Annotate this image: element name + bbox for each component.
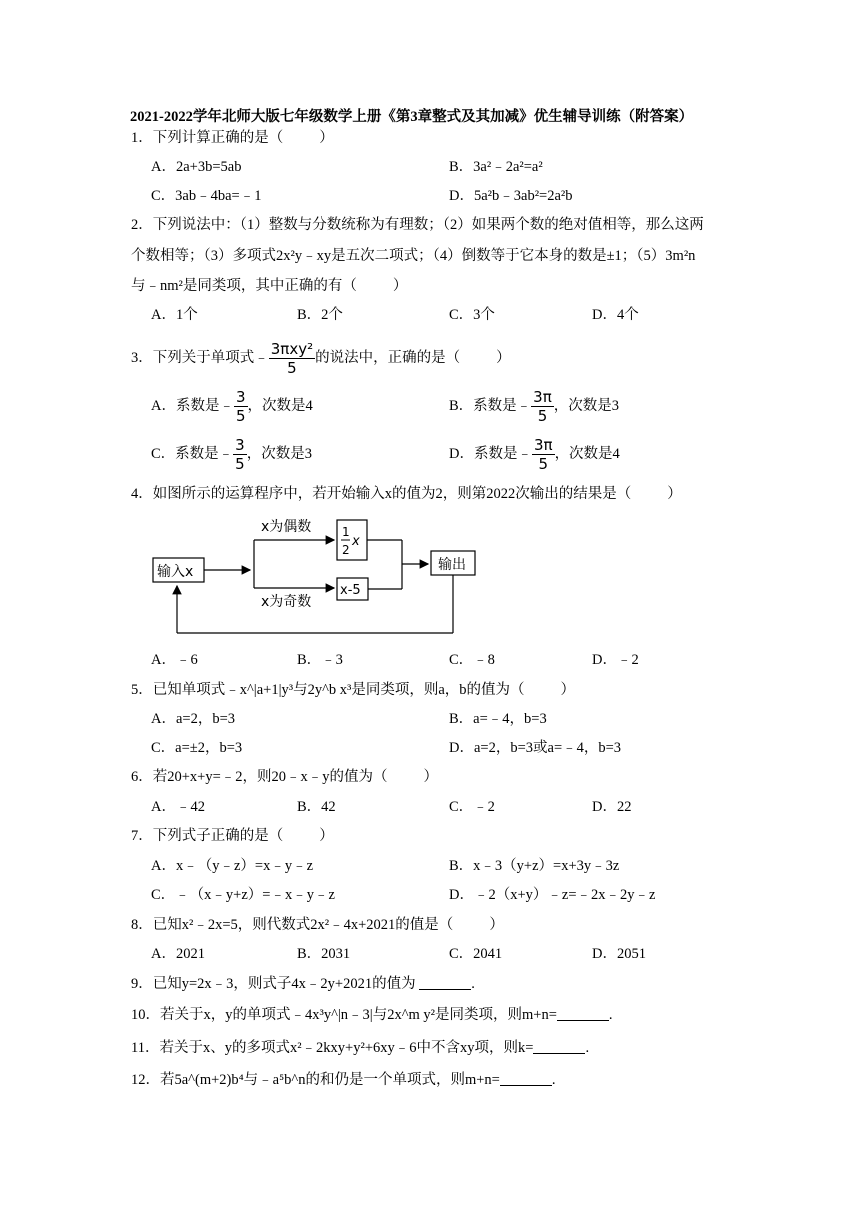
document-title: 2021-2022学年北师大版七年级数学上册《第3章整式及其加减》优生辅导训练（附答案） <box>130 109 694 125</box>
question-4-text: 4．如图所示的运算程序中，若开始输入x的值为2，则第2022次输出的结果是（ <box>131 486 632 502</box>
question-6-option-b: B．42 <box>297 799 336 815</box>
question-10-text: 10．若关于x，y的单项式﹣4x³y^|n﹣3|与2x^m y²是同类项，则m+n= <box>131 1007 557 1023</box>
output-label: 输出 <box>438 557 466 573</box>
even-label: x为偶数 <box>261 519 312 535</box>
question-8-option-c: C．2041 <box>449 946 503 962</box>
question-5-option-b: B．a=﹣4，b=3 <box>449 711 547 727</box>
question-5-option-d: D．a=2，b=3或a=﹣4，b=3 <box>449 740 622 756</box>
option-c-post: ，次数是3 <box>246 446 312 462</box>
question-9 <box>131 974 475 994</box>
question-3-option-c <box>151 434 312 474</box>
fraction-numerator: 3πxy² <box>270 340 314 359</box>
question-7-option-a: A．x﹣（y﹣z）=x﹣y﹣z <box>151 858 314 874</box>
fraction-numerator: 3π <box>533 388 552 407</box>
question-3-text-post: 的说法中，正确的是（ <box>315 350 461 366</box>
question-2-option-a: A．1个 <box>151 307 198 323</box>
option-a-pre: A．系数是﹣ <box>151 398 234 414</box>
question-1-stem <box>131 128 334 148</box>
question-6-close: ） <box>423 769 439 785</box>
question-10 <box>131 1005 613 1025</box>
fraction-denominator: 5 <box>537 407 548 426</box>
question-2-option-d: D．4个 <box>592 307 639 323</box>
option-b-pre: B．系数是﹣ <box>449 398 532 414</box>
question-1-option-a: A．2a+3b=5ab <box>151 159 242 175</box>
question-7-close: ） <box>319 828 334 844</box>
option-d-fraction <box>532 436 555 473</box>
answer-blank <box>419 975 471 990</box>
option-d-pre: D．系数是﹣ <box>449 446 532 462</box>
flowchart-diagram <box>146 512 486 638</box>
question-4-stem <box>131 484 682 504</box>
question-2-text: 与﹣nm²是同类项，其中正确的有（ <box>131 278 357 294</box>
question-1-text: 1．下列计算正确的是（ <box>131 130 284 146</box>
question-2-option-b: B．2个 <box>297 307 343 323</box>
question-7-text: 7．下列式子正确的是（ <box>131 828 284 844</box>
question-3-fraction <box>269 340 315 377</box>
question-11 <box>131 1038 589 1058</box>
question-11-text: 11．若关于x、y的多项式x²﹣2kxy+y²+6xy﹣6中不含xy项，则k= <box>131 1040 534 1056</box>
question-5-option-a: A．a=2，b=3 <box>151 711 236 727</box>
option-a-fraction <box>234 388 248 425</box>
answer-blank <box>500 1071 552 1086</box>
question-12-text: 12．若5a^(m+2)b⁴与﹣a⁵b^n的和仍是一个单项式，则m+n= <box>131 1072 500 1088</box>
question-2-line-3 <box>131 276 407 296</box>
question-9-end: . <box>471 976 475 992</box>
question-6-option-a: A．﹣42 <box>151 799 205 815</box>
option-c-fraction <box>233 436 247 473</box>
question-8-stem <box>131 915 504 935</box>
half-variable: x <box>352 534 360 549</box>
question-11-end: . <box>585 1040 590 1056</box>
question-12-end: . <box>551 1072 556 1088</box>
question-5-text: 5．已知单项式﹣x^|a+1|y³与2y^b x³是同类项，则a，b的值为（ <box>131 682 525 698</box>
fraction-denominator: 5 <box>235 407 246 426</box>
option-b-fraction <box>531 388 554 425</box>
question-6-stem <box>131 767 438 787</box>
question-2-line-1: 2．下列说法中：（1）整数与分数统称为有理数；（2）如果两个数的绝对值相等，那么这两 <box>131 217 704 233</box>
question-5-stem <box>131 680 575 700</box>
question-4-close: ） <box>667 486 682 502</box>
question-2-option-c: C．3个 <box>449 307 495 323</box>
input-label: 输入x <box>157 564 194 580</box>
answer-blank <box>533 1039 585 1054</box>
fraction-denominator: 5 <box>235 455 245 474</box>
question-3-option-b <box>449 386 619 426</box>
question-3-close: ） <box>496 350 511 366</box>
option-d-post: ，次数是4 <box>554 446 620 462</box>
question-8-option-d: D．2051 <box>592 946 646 962</box>
question-5-close: ） <box>560 682 576 698</box>
odd-label: x为奇数 <box>261 594 312 610</box>
question-7-option-d: D．﹣2（x+y）﹣z=﹣2x﹣2y﹣z <box>449 887 656 903</box>
question-8-option-a: A．2021 <box>151 946 205 962</box>
question-3-stem <box>131 336 511 380</box>
question-4-option-c: C．﹣8 <box>449 652 495 668</box>
half-numerator: 1 <box>342 525 350 539</box>
question-5-option-c: C．a=±2，b=3 <box>151 740 243 756</box>
question-9-text: 9．已知y=2x﹣3，则式子4x﹣2y+2021的值为 <box>131 976 416 992</box>
question-7-option-b: B．x﹣3（y+z）=x+3y﹣3z <box>449 858 620 874</box>
question-2-line-2: 个数相等；（3）多项式2x²y﹣xy是五次二项式；（4）倒数等于它本身的数是±1；（5）3m²n <box>131 248 696 264</box>
question-8-close: ） <box>489 917 504 933</box>
option-b-post: ，次数是3 <box>553 398 619 414</box>
minus5-label: x-5 <box>340 583 361 598</box>
fraction-numerator: 3 <box>235 388 246 407</box>
question-3-text-pre: 3．下列关于单项式﹣ <box>131 350 269 366</box>
question-8-text: 8．已知x²﹣2x=5，则代数式2x²﹣4x+2021的值是（ <box>131 917 454 933</box>
question-4-option-b: B．﹣3 <box>297 652 343 668</box>
question-3-option-a <box>151 386 313 426</box>
question-1-option-b: B．3a²﹣2a²=a² <box>449 159 543 175</box>
question-4-option-d: D．﹣2 <box>592 652 639 668</box>
question-6-option-c: C．﹣2 <box>449 799 495 815</box>
question-8-option-b: B．2031 <box>297 946 351 962</box>
question-1-close: ） <box>319 130 334 146</box>
question-7-stem <box>131 826 334 846</box>
question-2-close: ） <box>392 278 408 294</box>
fraction-numerator: 3π <box>533 436 553 455</box>
option-a-post: ，次数是4 <box>247 398 313 414</box>
question-6-text: 6．若20+x+y=﹣2，则20﹣x﹣y的值为（ <box>131 769 388 785</box>
question-10-end: . <box>608 1007 613 1023</box>
question-1-option-d: D．5a²b﹣3ab²=2a²b <box>449 188 573 204</box>
question-12 <box>131 1070 555 1090</box>
question-7-option-c: C．﹣（x﹣y+z）=﹣x﹣y﹣z <box>151 887 335 903</box>
question-1-option-c: C．3ab﹣4ba=﹣1 <box>151 188 262 204</box>
fraction-denominator: 5 <box>538 455 549 474</box>
question-3-option-d <box>449 434 620 474</box>
question-4-option-a: A．﹣6 <box>151 652 198 668</box>
fraction-denominator: 5 <box>287 359 297 378</box>
answer-blank <box>557 1006 609 1021</box>
question-6-option-d: D．22 <box>592 799 632 815</box>
fraction-numerator: 3 <box>235 436 245 455</box>
option-c-pre: C．系数是﹣ <box>151 446 234 462</box>
half-denominator: 2 <box>342 543 350 557</box>
